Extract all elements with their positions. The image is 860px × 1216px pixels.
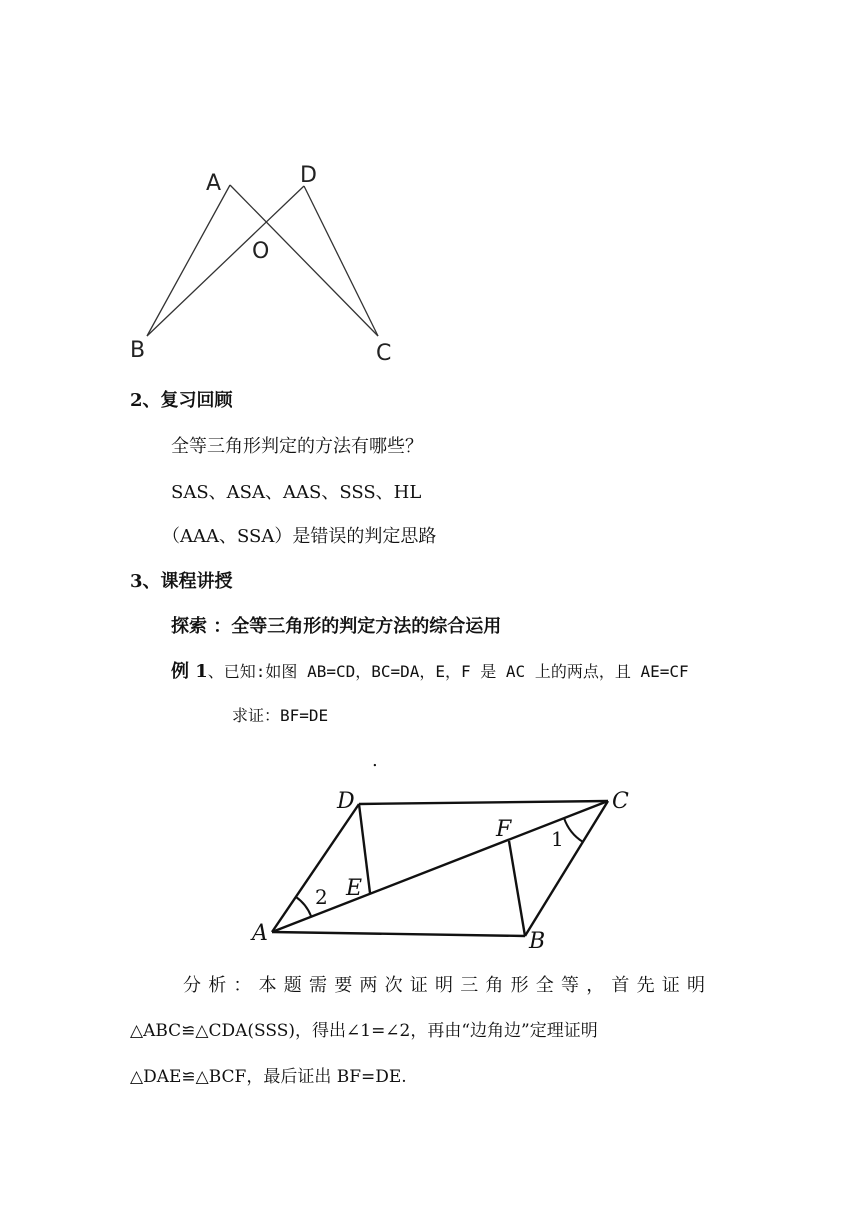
label-a: A — [252, 921, 268, 946]
review-question: 全等三角形判定的方法有哪些？ — [171, 436, 423, 457]
segment-de — [359, 804, 370, 893]
section-2-heading: 2、复习回顾 — [130, 390, 233, 411]
label-b: B — [130, 338, 146, 363]
example-label: 例 1 — [171, 661, 208, 682]
segment-cb — [525, 801, 608, 936]
stray-dot: . — [372, 750, 378, 771]
example-1 — [171, 657, 689, 683]
figure-bowtie — [0, 0, 860, 380]
label-1: 1 — [551, 827, 564, 851]
label-c: C — [376, 341, 392, 366]
segment-bf — [509, 841, 525, 936]
angle-arc-1 — [564, 818, 583, 842]
label-e: E — [346, 876, 363, 901]
analysis-line-2: △ABC≌△CDA(SSS)，得出∠1=∠2，再由“边角边”定理证明 — [130, 1021, 598, 1041]
label-c: C — [612, 789, 629, 814]
segment-ab — [147, 185, 230, 336]
segment-dc — [304, 186, 378, 336]
prove-statement: 求证：BF=DE — [232, 706, 329, 725]
segment-dc — [359, 801, 608, 804]
analysis-line-1: 分析：本题需要两次证明三角形全等，首先证明 — [183, 975, 713, 996]
label-f: F — [496, 817, 512, 842]
example-text: 、已知:如图 AB=CD，BC=DA，E，F 是 AC 上的两点，且 AE=CF — [207, 662, 689, 681]
analysis-line-3: △DAE≌△BCF，最后证出 BF=DE. — [130, 1067, 407, 1087]
segment-ad — [272, 804, 359, 932]
segment-ab — [272, 932, 525, 936]
segment-ac — [272, 801, 608, 932]
label-b: B — [529, 929, 546, 954]
segment-db — [147, 186, 304, 336]
angle-arc-2 — [296, 897, 311, 916]
label-d: D — [300, 163, 317, 188]
explore-title: 探索 ：全等三角形的判定方法的综合运用 — [171, 616, 502, 637]
label-d: D — [337, 789, 355, 814]
review-wrong-methods: （AAA、SSA）是错误的判定思路 — [162, 526, 437, 547]
section-3-heading: 3、课程讲授 — [130, 571, 233, 592]
label-o: O — [252, 239, 270, 264]
label-2: 2 — [315, 885, 328, 909]
review-methods: SAS、ASA、AAS、SSS、HL — [171, 482, 422, 503]
label-a: A — [206, 171, 222, 196]
